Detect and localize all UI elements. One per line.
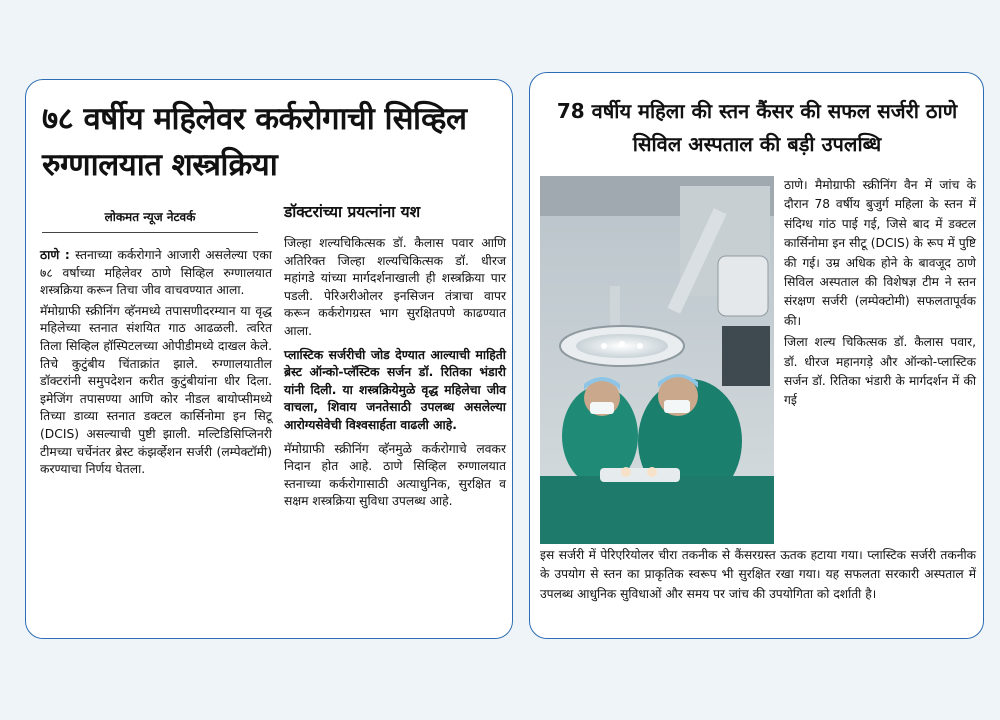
marathi-headline: ७८ वर्षीय महिलेवर कर्करोगाची सिव्हिल रुग्णालयात शस्त्रक्रिया	[42, 101, 467, 183]
marathi-col2-para-3: मॅमोग्राफी स्क्रीनिंग व्हॅनमुळे कर्करोगाचे लवकर निदान होत आहे. ठाणे सिव्हिल रुग्णालयात स्तनाच्या कर्करोगासाठी अत्याधुनिक, सुरक्षित व सक्षम शस्त्रक्रिया सुविधा उपलब्ध आहे.	[284, 441, 506, 509]
marathi-column-1	[40, 247, 272, 482]
marathi-byline: लोकमत न्यूज नेटवर्क	[42, 208, 258, 233]
marathi-col1-para-1	[40, 247, 272, 300]
operating-room-illustration	[540, 176, 774, 544]
marathi-clipping	[25, 79, 513, 639]
hindi-bottom-text	[540, 546, 976, 604]
hindi-side-column	[784, 176, 976, 413]
hindi-clipping	[529, 72, 984, 639]
marathi-col1-text-1: स्तनाच्या कर्करोगाने आजारी असलेल्या एका ७८ वर्षाच्या महिलेवर ठाणे सिव्हिल रुग्णालयात शस्त्रक्रिया करून तिचा जीव वाचवण्यात आला.	[40, 248, 272, 298]
hindi-para-2: जिला शल्य चिकित्सक डॉ. कैलास पवार, डॉ. धीरज महानगड़े और ऑन्को-प्लास्टिक सर्जन डॉ. रितिका भंडारी के मार्गदर्शन में की गई	[784, 335, 976, 408]
marathi-col1-para-2: मॅमोग्राफी स्क्रीनिंग व्हॅनमध्ये तपासणीदरम्यान या वृद्ध महिलेच्या स्तनात संशयित गाठ आढळली. त्वरित तिला सिव्हिल हॉस्पिटलच्या ओपीडीमध्ये दाखल केले. तिचे कुटुंबीय चिंताक्रांत झाले. रुग्णालयातील डॉक्टरांनी समुपदेशन करीत कुटुंबीयांना धीर दिला. इमेजिंग तपासण्या आणि कोर नीडल बायोप्सीमध्ये तिच्या डाव्या स्तनात डक्टल कार्सिनोमा इन सिटू (DCIS) असल्याची पुष्टी झाली. मल्टिडिसिप्लिनरी टीमच्या चर्चेनंतर ब्रेस्ट कंझर्व्हेशन सर्जरी (लम्पेक्टॉमी) करण्याचा निर्णय घेतला.	[40, 303, 272, 477]
hindi-headline: 78 वर्षीय महिला की स्तन कैंसर की सफल सर्जरी ठाणे सिविल अस्पताल की बड़ी उपलब्धि	[556, 99, 958, 156]
marathi-col2-para-1: जिल्हा शल्यचिकित्सक डॉ. कैलास पवार आणि अतिरिक्त जिल्हा शल्यचिकित्सक डॉ. धीरज महांगडे यांच्या मार्गदर्शनाखाली ही शस्त्रक्रिया पार पडली. पेरिअरीओलर इनसिजन तंत्राचा वापर करून कर्करोगग्रस्त भाग सुरक्षितपणे काढण्यात आला.	[284, 236, 506, 338]
hindi-para-1: ठाणे। मैमोग्राफी स्क्रीनिंग वैन में जांच के दौरान 78 वर्षीय बुजुर्ग महिला के स्तन में संदिग्ध गांठ पाई गई, जिसे बाद में डक्टल कार्सिनोमा इन सीटू (DCIS) के रूप में पुष्टि की गई। उम्र अधिक होने के बावजूद ठाणे सिविल अस्पताल की विशेषज्ञ टीम ने स्तन संरक्षण सर्जरी (लम्पेक्टोमी) सफलतापूर्वक की।	[784, 178, 976, 328]
marathi-column-2	[284, 235, 506, 517]
marathi-subheadline: डॉक्टरांच्या प्रयत्नांना यश	[284, 203, 421, 221]
surgery-photo	[540, 176, 774, 544]
marathi-col2-para-2: प्लास्टिक सर्जरीची जोड देण्यात आल्याची माहिती ब्रेस्ट ऑन्को-प्लॅस्टिक सर्जन डॉ. रितिका भंडारी यांनी दिली. या शस्त्रक्रियेमुळे वृद्ध महिलेचा जीव वाचला, शिवाय जनतेसाठी उपलब्ध असलेल्या आरोग्यसेवेची विश्वसार्हता वाढली आहे.	[284, 347, 506, 432]
dateline: ठाणे :	[40, 248, 70, 262]
hindi-para-3: इस सर्जरी में पेरिएरियोलर चीरा तकनीक से कैंसरग्रस्त ऊतक हटाया गया। प्लास्टिक सर्जरी तकनीक के उपयोग से स्तन का प्राकृतिक स्वरूप भी सुरक्षित रखा गया। यह सफलता सरकारी अस्पताल में उपलब्ध आधुनिक सुविधाओं और समय पर जांच की उपयोगिता को दर्शाती है।	[540, 548, 976, 601]
